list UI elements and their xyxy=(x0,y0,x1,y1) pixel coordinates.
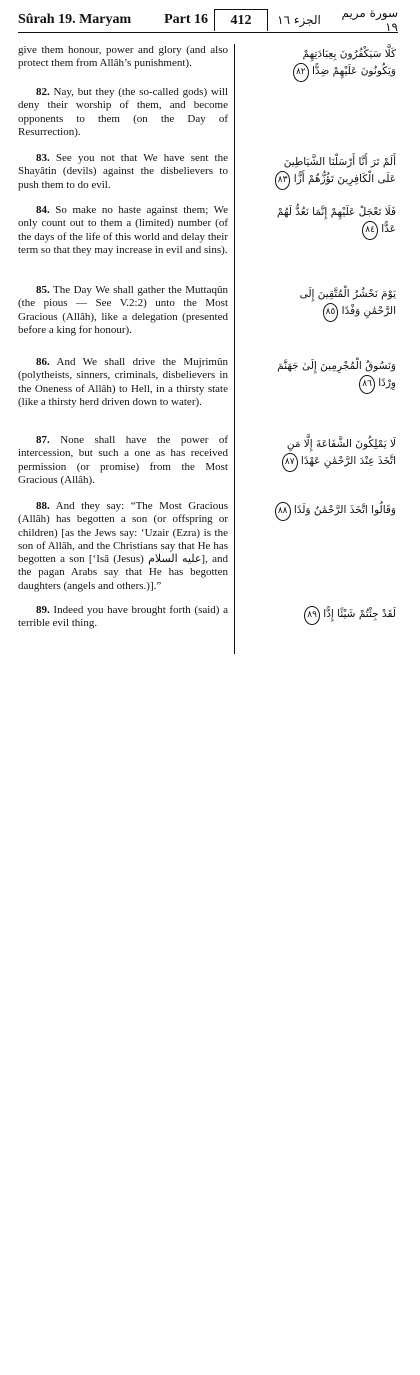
verse-text-83 xyxy=(18,152,228,192)
verse-text: So make no haste against them; We only count out to them a (limited) number (of the days of the life of this world and delay their term so that they may increase in evil and sins). xyxy=(18,204,228,256)
ayah-end-mark: ٨٦ xyxy=(359,375,375,394)
arabic-text: وَقَالُوا اتَّخَذَ الرَّحْمَٰنُ وَلَدًا xyxy=(293,504,396,516)
verse-text-82 xyxy=(18,86,228,139)
verse-number: 88. xyxy=(36,500,50,512)
ayah-end-mark: ٨٩ xyxy=(304,606,320,625)
verse-number: 85. xyxy=(36,284,50,296)
page-header xyxy=(18,8,398,33)
arabic-verse-84 xyxy=(266,204,396,240)
arabic-verse-88 xyxy=(266,502,396,521)
arabic-text: أَلَمْ تَرَ أَنَّا أَرْسَلْنَا الشَّيَاطِينَ عَلَى الْكَافِرِينَ تَؤُزُّهُمْ أَزًّا xyxy=(283,156,396,185)
verse-text-84 xyxy=(18,204,228,257)
verse-number: 83. xyxy=(36,152,50,164)
part-label: Part 16 xyxy=(164,12,208,27)
verse-text-87 xyxy=(18,434,228,487)
arabic-text: كَلَّا سَيَكْفُرُونَ بِعِبَادَتِهِمْ وَيَكُونُونَ عَلَيْهِمْ ضِدًّا xyxy=(302,48,396,77)
ayah-end-mark: ٨٨ xyxy=(275,502,291,521)
arabic-verse-89 xyxy=(266,606,396,625)
page-number: 412 xyxy=(214,9,268,31)
verse-text-88 xyxy=(18,500,228,593)
ayah-end-mark: ٨٧ xyxy=(282,453,298,472)
verse-text: None shall have the power of intercession, but such a one as has received permission (or promise) from the Most Gracious (Allâh). xyxy=(18,434,228,486)
arabic-verse-85 xyxy=(266,286,396,322)
ayah-end-mark: ٨٣ xyxy=(275,171,291,190)
verse-text: See you not that We have sent the Shayâtin (devils) against the disbelievers to push them to do evil. xyxy=(18,152,228,191)
verse-number: 84. xyxy=(36,204,50,216)
verse-number: 87. xyxy=(36,434,50,446)
arabic-text: فَلَا تَعْجَلْ عَلَيْهِمْ إِنَّمَا نَعُدُّ لَهُمْ عَدًّا xyxy=(276,206,396,235)
verse-number: 82. xyxy=(36,86,50,98)
verse-text: Nay, but they (the so-called gods) will deny their worship of them, and become opponents to them (on the Day of Resurrection). xyxy=(18,86,229,138)
arabic-text: وَنَسُوقُ الْمُجْرِمِينَ إِلَىٰ جَهَنَّمَ وِرْدًا xyxy=(277,360,396,389)
arabic-verse-86 xyxy=(266,358,396,394)
arabic-surah-title: سورة مريم ١٩ xyxy=(341,6,398,34)
ayah-end-mark: ٨٥ xyxy=(323,303,339,322)
verse-text-86 xyxy=(18,356,228,409)
arabic-text: يَوْمَ نَحْشُرُ الْمُتَّقِينَ إِلَى الرَّحْمَٰنِ وَفْدًا xyxy=(299,288,396,317)
verse-text-85 xyxy=(18,284,228,337)
arabic-verse-82 xyxy=(266,46,396,82)
verse-text: And We shall drive the Mujrimûn (polytheists, sinners, criminals, disbelievers in the Oneness of Allâh) to Hell, in a thirsty state (like a thirsty herd driven down to water). xyxy=(18,356,228,408)
arabic-part-label: الجزء ١٦ xyxy=(277,13,321,27)
verse-text-continuation xyxy=(18,44,228,71)
arabic-verse-83 xyxy=(266,154,396,190)
verse-text: Indeed you have brought forth (said) a terrible evil thing. xyxy=(18,604,228,630)
ayah-end-mark: ٨٢ xyxy=(293,63,309,82)
column-divider xyxy=(234,44,235,654)
verse-text: The Day We shall gather the Muttaqûn (the pious — See V.2:2) unto the Most Gracious (Allâh), like a delegation (presented before a king for honour). xyxy=(18,284,228,336)
surah-title: Sûrah 19. Maryam xyxy=(18,12,132,27)
arabic-text: لَقَدْ جِئْتُمْ شَيْئًا إِدًّا xyxy=(323,608,396,620)
verse-number: 89. xyxy=(36,604,50,616)
verse-number: 86. xyxy=(36,356,50,368)
arabic-text: لَا يَمْلِكُونَ الشَّفَاعَةَ إِلَّا مَنِ اتَّخَذَ عِنْدَ الرَّحْمَٰنِ عَهْدًا xyxy=(286,438,396,467)
ayah-end-mark: ٨٤ xyxy=(362,221,378,240)
arabic-verse-87 xyxy=(266,436,396,472)
verse-text: And they say: “The Most Gracious (Allâh) has begotten a son (or offspring or children) [as the Jews say: ‘Uzair (Ezra) is the son of Allâh, and the Christians say that He has begotten a son [‘Isâ (Jesus) عليه السلام], and the pagan Arabs say that He has begotten daughters (angels and others.)].” xyxy=(18,500,228,592)
verse-text-89 xyxy=(18,604,228,631)
verse-text: give them honour, power and glory (and also protect them from Allâh’s punishment). xyxy=(18,44,228,70)
